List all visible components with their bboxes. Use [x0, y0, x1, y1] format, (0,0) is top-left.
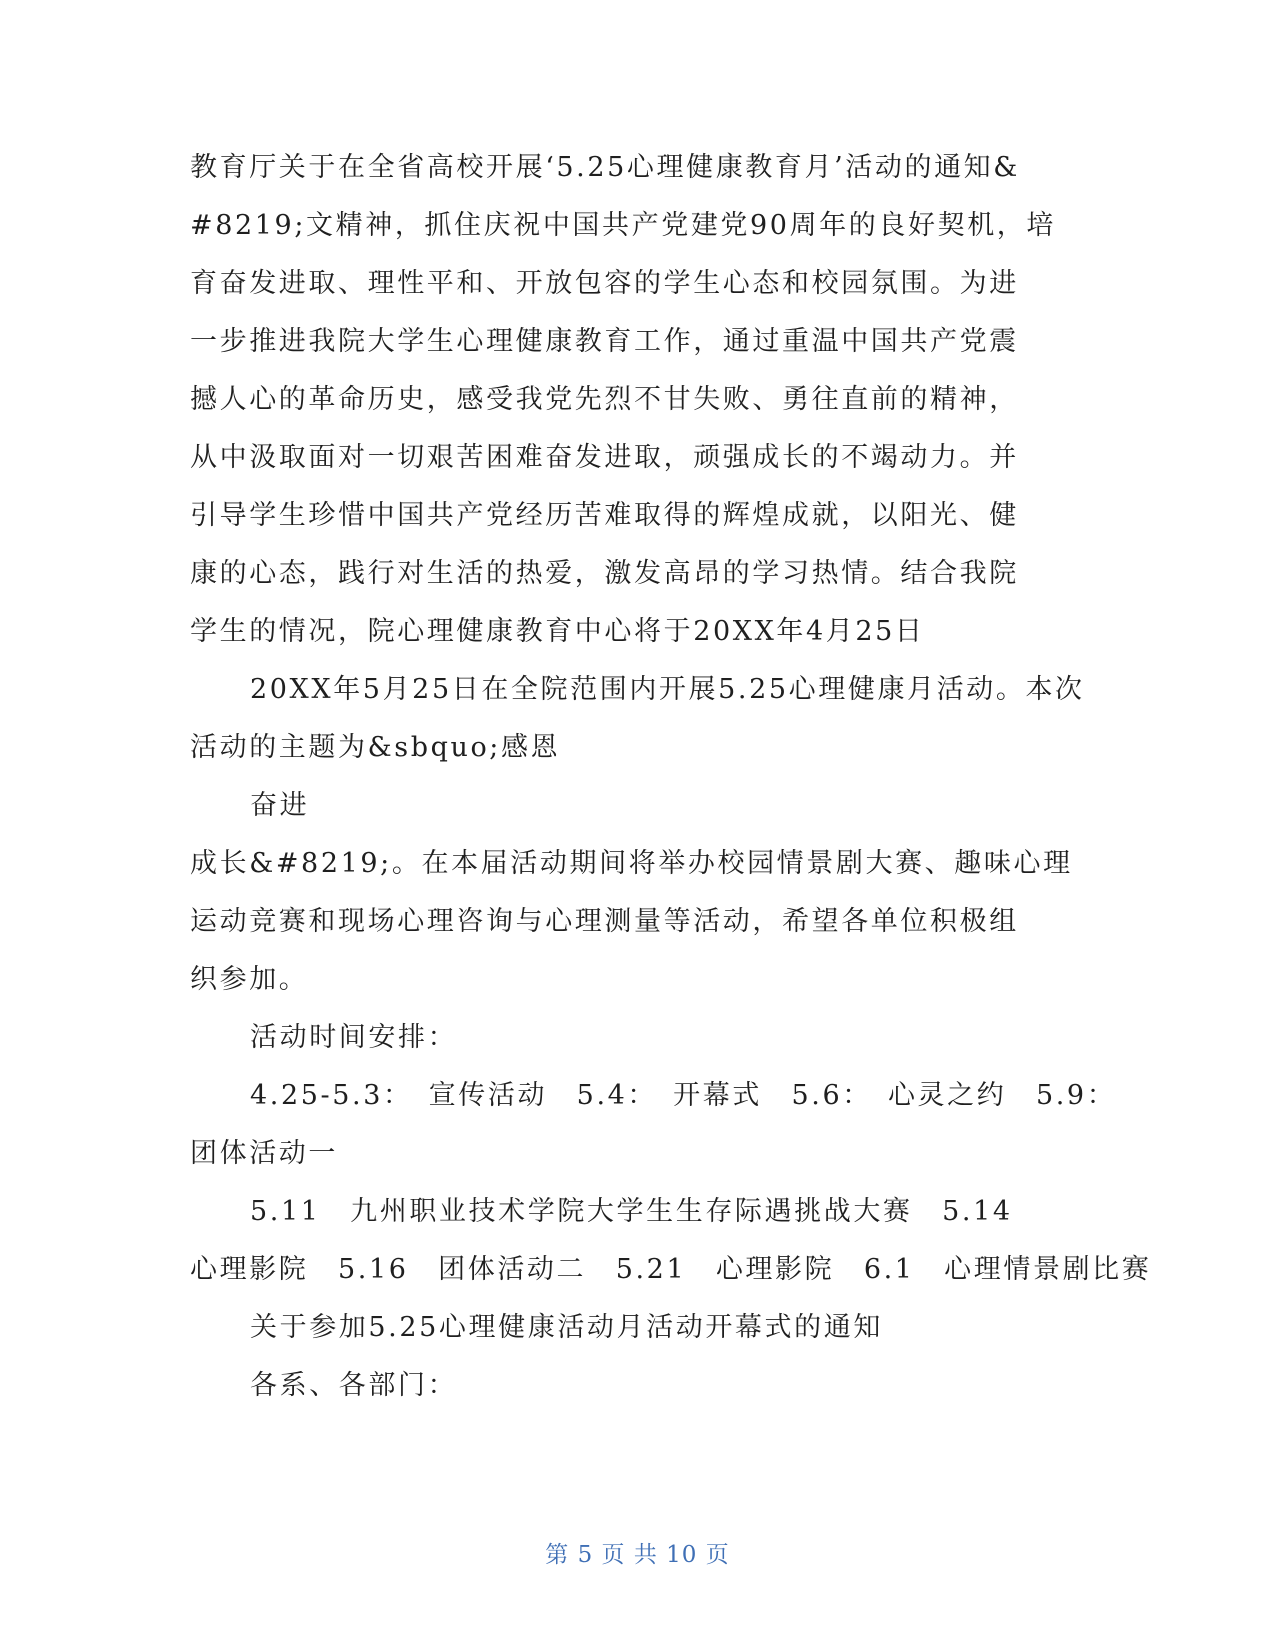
paragraph-line: 康的心态，践行对生活的热爱，激发高昂的学习热情。结合我院	[190, 558, 1019, 589]
paragraph-line: 育奋发进取、理性平和、开放包容的学生心态和校园氛围。为进	[190, 268, 1019, 299]
paragraph-line: 成长&#8219;。在本届活动期间将举办校园情景剧大赛、趣味心理	[190, 848, 1073, 879]
schedule-line: 团体活动一	[190, 1138, 338, 1169]
paragraph-line: 奋进	[250, 790, 310, 821]
page-number-footer: 第 5 页 共 10 页	[545, 1542, 730, 1568]
schedule-line: 4.25-5.3： 宣传活动 5.4： 开幕式 5.6： 心灵之约 5.9：	[250, 1080, 1117, 1111]
section-heading: 活动时间安排：	[250, 1022, 458, 1053]
paragraph-line: 织参加。	[190, 964, 309, 995]
paragraph-line: 一步推进我院大学生心理健康教育工作，通过重温中国共产党震	[190, 326, 1019, 357]
paragraph-line: 活动的主题为&sbquo;感恩	[190, 732, 561, 763]
paragraph-line: 学生的情况，院心理健康教育中心将于20XX年4月25日	[190, 616, 925, 647]
paragraph-line: 引导学生珍惜中国共产党经历苦难取得的辉煌成就，以阳光、健	[190, 500, 1019, 531]
paragraph-line: 从中汲取面对一切艰苦困难奋发进取，顽强成长的不竭动力。并	[190, 442, 1019, 473]
paragraph-line: 教育厅关于在全省高校开展‘5.25心理健康教育月’活动的通知&	[190, 152, 1020, 183]
paragraph-line: #8219;文精神，抓住庆祝中国共产党建党90周年的良好契机，培	[190, 210, 1056, 241]
schedule-line: 5.11 九州职业技术学院大学生生存际遇挑战大赛 5.14	[250, 1196, 1013, 1227]
notice-title: 关于参加5.25心理健康活动月活动开幕式的通知	[250, 1312, 883, 1343]
notice-salutation: 各系、各部门：	[250, 1370, 458, 1401]
schedule-line: 心理影院 5.16 团体活动二 5.21 心理影院 6.1 心理情景剧比赛	[190, 1254, 1152, 1285]
paragraph-line: 20XX年5月25日在全院范围内开展5.25心理健康月活动。本次	[250, 674, 1085, 705]
paragraph-line: 运动竞赛和现场心理咨询与心理测量等活动，希望各单位积极组	[190, 906, 1019, 937]
paragraph-line: 撼人心的革命历史，感受我党先烈不甘失败、勇往直前的精神，	[190, 384, 1019, 415]
